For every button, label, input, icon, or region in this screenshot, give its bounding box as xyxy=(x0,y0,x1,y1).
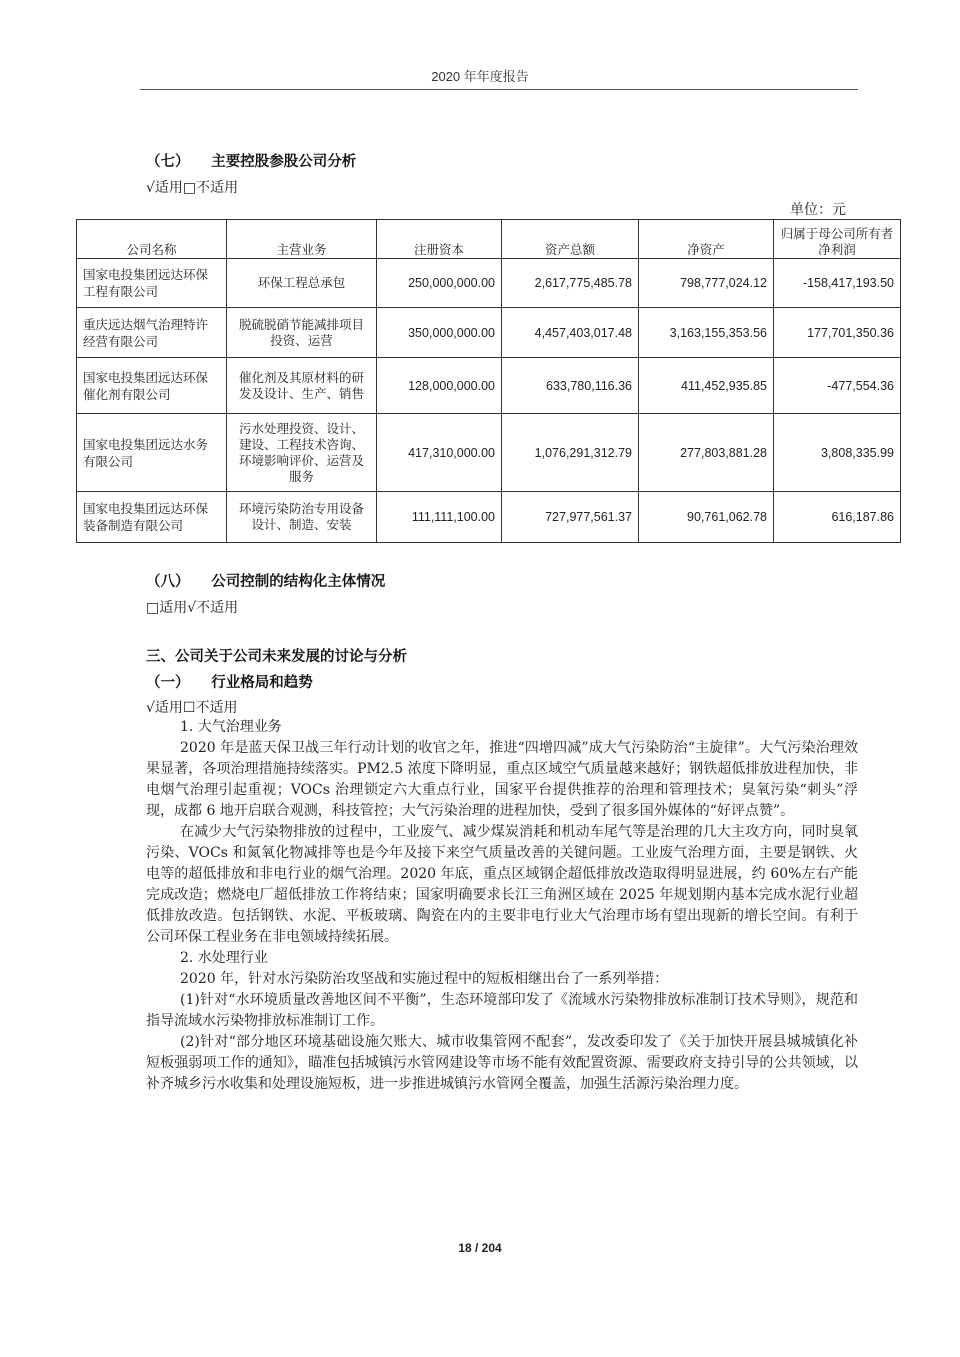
total-assets: 1,076,291,312.79 xyxy=(502,414,639,492)
header-registered-capital: 注册资本 xyxy=(377,220,502,259)
main-business: 催化剂及其原材料的研发及设计、生产、销售 xyxy=(227,358,377,414)
company-name: 国家电投集团远达水务有限公司 xyxy=(77,414,227,492)
net-assets: 277,803,881.28 xyxy=(639,414,774,492)
unit-label: 单位：元 xyxy=(790,202,846,218)
section-8-applicability: □适用√不适用 xyxy=(146,600,239,616)
registered-capital: 250,000,000.00 xyxy=(377,259,502,308)
paragraph-water-intro: 2020 年，针对水污染防治攻坚战和实施过程中的短板相继出台了一系列举措： xyxy=(180,971,669,987)
net-assets: 798,777,024.12 xyxy=(639,259,774,308)
header-total-assets: 资产总额 xyxy=(502,220,639,259)
table-header-row xyxy=(77,220,901,259)
subsidiaries-table xyxy=(76,219,901,543)
table-row xyxy=(77,492,901,543)
subsection-1-title: （一） 行业格局和趋势 xyxy=(146,675,313,691)
paragraph-water-1: (1)针对“水环境质量改善地区间不平衡”，生态环境部印发了《流域水污染物排放标准制订技术导则》，规范和指导流域水污染物排放标准制订工作。 xyxy=(146,992,858,1029)
main-business: 环保工程总承包 xyxy=(227,259,377,308)
net-profit: -158,417,193.50 xyxy=(774,259,901,308)
net-profit: 177,701,350.36 xyxy=(774,308,901,358)
table-row xyxy=(77,308,901,358)
header-net-profit: 归属于母公司所有者净利润 xyxy=(774,220,901,259)
table-row xyxy=(77,414,901,492)
page-number: 18 / 204 xyxy=(458,1241,502,1255)
main-business: 污水处理投资、设计、建设、工程技术咨询、环境影响评价、运营及服务 xyxy=(227,414,377,492)
main-business: 脱硫脱硝节能减排项目投资、运营 xyxy=(227,308,377,358)
company-name: 国家电投集团远达环保装备制造有限公司 xyxy=(77,492,227,543)
total-assets: 633,780,116.36 xyxy=(502,358,639,414)
total-assets: 4,457,403,017.48 xyxy=(502,308,639,358)
net-profit: 3,808,335.99 xyxy=(774,414,901,492)
net-assets: 90,761,062.78 xyxy=(639,492,774,543)
subsection-1-applicability: √适用☐不适用 xyxy=(146,700,238,716)
net-profit: 616,187.86 xyxy=(774,492,901,543)
body-text xyxy=(146,717,858,1095)
section-7-applicability: √适用□不适用 xyxy=(146,180,239,196)
registered-capital: 111,111,100.00 xyxy=(377,492,502,543)
page-header: 2020 年年度报告 xyxy=(431,69,529,84)
paragraph-water-2: (2)针对“部分地区环境基础设施欠账大、城市收集管网不配套”，发改委印发了《关于加快开展县城城镇化补短板强弱项工作的通知》，瞄准包括城镇污水管网建设等市场不能有效配置资源、需要政府支持引导的公共领域，以补齐城乡污水收集和处理设施短板，进一步推进城镇污水管网全覆盖，加强生活源污染治理力度。 xyxy=(146,1034,858,1092)
section-7-title: （七） 主要控股参股公司分析 xyxy=(146,154,357,170)
table-row xyxy=(77,358,901,414)
item-2-title: 2. 水处理行业 xyxy=(180,950,268,966)
company-name: 国家电投集团远达环保催化剂有限公司 xyxy=(77,358,227,414)
company-name: 国家电投集团远达环保工程有限公司 xyxy=(77,259,227,308)
header-company-name: 公司名称 xyxy=(77,220,227,259)
section-8-title: （八） 公司控制的结构化主体情况 xyxy=(146,574,386,590)
header-net-assets: 净资产 xyxy=(639,220,774,259)
paragraph-air-2: 在减少大气污染物排放的过程中，工业废气、减少煤炭消耗和机动车尾气等是治理的几大主攻方向，同时臭氧污染、VOCs 和氮氧化物减排等也是今年及接下来空气质量改善的关键问题。工业废气治理方面，主要是钢铁、火电等的超低排放和非电行业的烟气治理。2020 年底，重点区域钢企超低排放改造取得明显进展，约 60%左右产能完成改造；燃烧电厂超低排放工作将结束；国家明确要求长江三角洲区域在 2025 年规划期内基本完成水泥行业超低排放改造。包括钢铁、水泥、平板玻璃、陶瓷在内的主要非电行业大气治理市场有望出现新的增长空间。有利于公司环保工程业务在非电领域持续拓展。 xyxy=(146,824,858,945)
paragraph-air-1: 2020 年是蓝天保卫战三年行动计划的收官之年，推进“四增四减”成大气污染防治“主旋律”。大气污染治理效果显著，各项治理措施持续落实。PM2.5 浓度下降明显，重点区域空气质量越来越好；钢铁超低排放进程加快，非电烟气治理引起重视；VOCs 治理锁定六大重点行业，国家平台提供推荐的治理和管理技术；臭氧污染“刺头”浮现，成都 6 地开启联合观测，科技管控；大气污染治理的进程加快，受到了很多国外媒体的“好评点赞”。 xyxy=(146,740,858,819)
registered-capital: 417,310,000.00 xyxy=(377,414,502,492)
table-row xyxy=(77,259,901,308)
total-assets: 2,617,775,485.78 xyxy=(502,259,639,308)
registered-capital: 350,000,000.00 xyxy=(377,308,502,358)
registered-capital: 128,000,000.00 xyxy=(377,358,502,414)
main-business: 环境污染防治专用设备设计、制造、安装 xyxy=(227,492,377,543)
header-rule xyxy=(140,89,858,90)
net-assets: 411,452,935.85 xyxy=(639,358,774,414)
header-main-business: 主营业务 xyxy=(227,220,377,259)
item-1-title: 1. 大气治理业务 xyxy=(180,719,282,735)
net-assets: 3,163,155,353.56 xyxy=(639,308,774,358)
net-profit: -477,554.36 xyxy=(774,358,901,414)
company-name: 重庆远达烟气治理特许经营有限公司 xyxy=(77,308,227,358)
section-3-title: 三、公司关于公司未来发展的讨论与分析 xyxy=(146,649,407,665)
total-assets: 727,977,561.37 xyxy=(502,492,639,543)
